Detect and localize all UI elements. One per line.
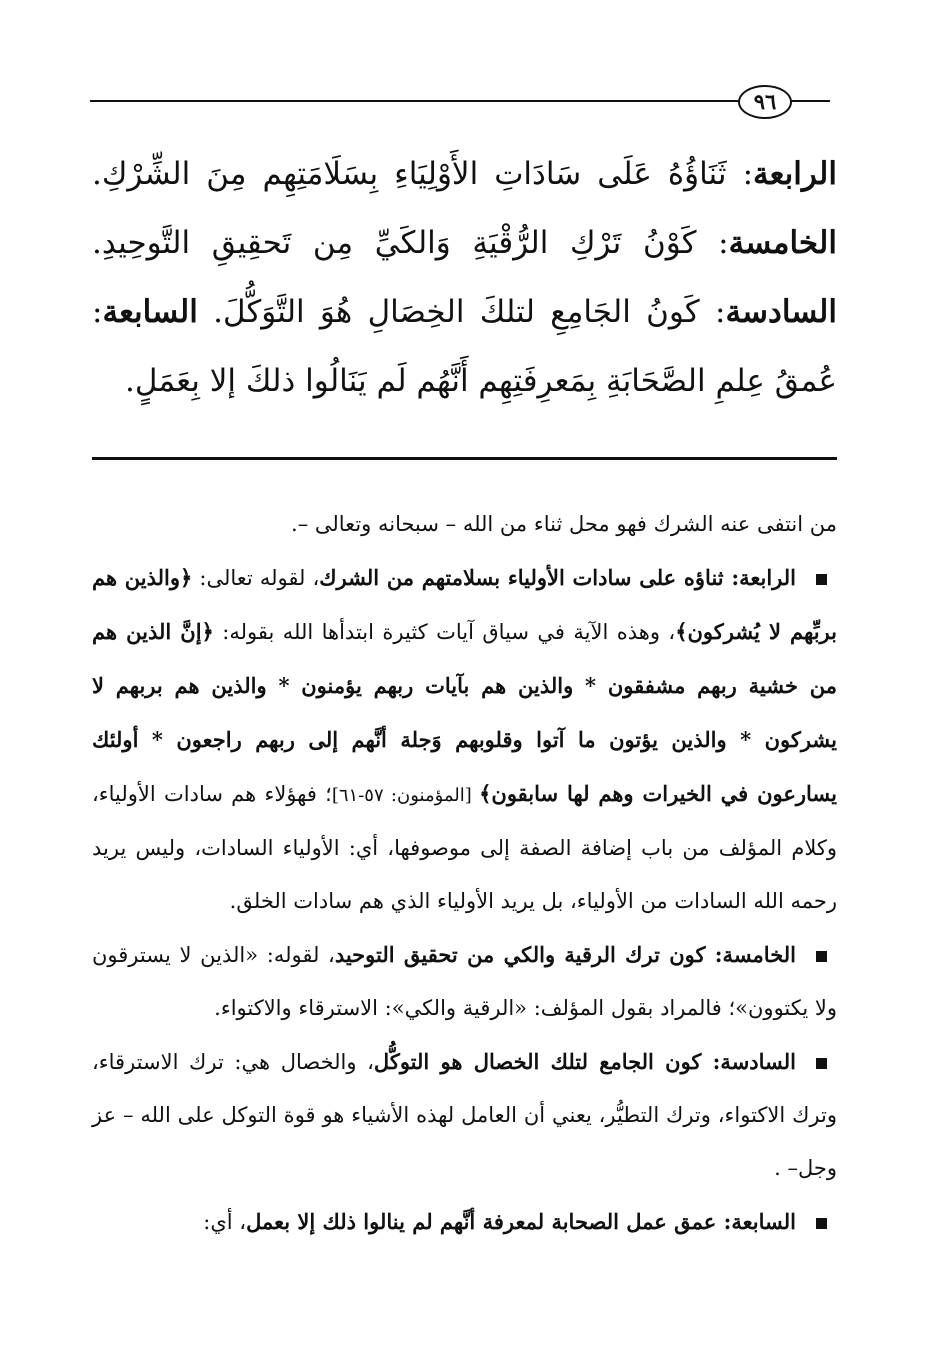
square-bullet-icon (816, 1218, 827, 1229)
commentary-point-6 (92, 1035, 837, 1195)
point-4-text: : ثَنَاؤُهُ عَلَى سَادَاتِ الأَوْلِيَاءِ بِسَلَامَتِهِم مِنَ الشِّرْكِ. (92, 156, 754, 192)
commentary-point-7-label: السابعة: عمق عمل الصحابة لمعرفة أنَّهم لم ينالوا ذلك إلا بعمل (246, 1209, 796, 1234)
commentary-intro: من انتفى عنه الشرك فهو محل ثناء من الله – سبحانه وتعالى –. (291, 512, 837, 536)
commentary-text: ، وهذه الآية في سياق آيات كثيرة ابتدأها الله بقوله: (213, 620, 676, 644)
commentary-text: ، لقوله تعالى: (192, 566, 320, 590)
square-bullet-icon (816, 951, 827, 962)
point-5-text: : كَوْنُ تَرْكِ الرُّقْيَةِ وَالكَيِّ مِن تَحقِيقِ التَّوحِيدِ. (92, 225, 729, 261)
commentary-text: ؛ فهؤلاء هم سادات الأولياء، وكلام المؤلف من باب إضافة الصفة إلى موصوفها، أي: الأولياء السادات، وليس يريد رحمه الله السادات من الأولياء، بل يريد الأولياء الذي هم سادات الخلق. (92, 782, 837, 913)
section-separator (92, 457, 837, 460)
commentary-text: ، أي: (203, 1210, 247, 1234)
verse-reference: [المؤمنون: ٥٧-٦١] (331, 785, 480, 806)
point-4-label: الرابعة (753, 156, 837, 192)
square-bullet-icon (816, 1058, 827, 1069)
commentary-point-7 (92, 1195, 837, 1249)
commentary-point-4-label: الرابعة: ثناؤه على سادات الأولياء بسلامتهم من الشرك (319, 565, 796, 590)
point-7-text: : عُمقُ عِلمِ الصَّحَابَةِ بِمَعرِفَتِهِم أَنَّهُم لَم يَنَالُوا ذلكَ إلا بِعَمَلٍ. (92, 294, 837, 399)
header-rule (90, 100, 830, 102)
main-text-paragraph (92, 140, 837, 416)
point-6-text: : كَونُ الجَامِعِ لتلكَ الخِصَالِ هُوَ التَّوَكُّلَ. (197, 294, 726, 330)
commentary-point-5 (92, 928, 837, 1035)
commentary-point-4 (92, 551, 837, 928)
square-bullet-icon (816, 574, 827, 585)
quran-verse: ﴿والذين هم بربِّهم لا يُشركون﴾ (92, 565, 837, 644)
page-number: ٩٦ (738, 85, 792, 119)
commentary (92, 498, 837, 1249)
point-5-label: الخامسة (728, 225, 837, 261)
point-6-label: السادسة (725, 294, 837, 330)
main-text (92, 140, 837, 416)
point-7-label: السابعة (102, 294, 198, 330)
commentary-text: ، لقوله: «الذين لا يسترقون ولا يكتوون»؛ فالمراد بقول المؤلف: «الرقية والكي»: الاسترقاء والاكتواء. (92, 943, 837, 1020)
commentary-point-5-label: الخامسة: كون ترك الرقية والكي من تحقيق التوحيد (334, 942, 796, 967)
commentary-text: ، والخصال هي: ترك الاسترقاء، وترك الاكتواء، وترك التطيُّر، يعني أن العامل لهذه الأشياء هو قوة التوكل على الله – عز وجل– . (92, 1050, 837, 1180)
commentary-point-6-label: السادسة: كون الجامع لتلك الخصال هو التوكُّل (373, 1049, 797, 1074)
quran-verse: ﴿إنَّ الذين هم من خشية ربهم مشفقون * والذين هم بآيات ربهم يؤمنون * والذين هم بربهم لا يشركون * والذين يؤتون ما آتوا وقلوبهم وَجلة أنَّهم إلى ربهم راجعون * أولئك يسارعون في الخيرات وهم لها سابقون﴾ (92, 619, 838, 806)
